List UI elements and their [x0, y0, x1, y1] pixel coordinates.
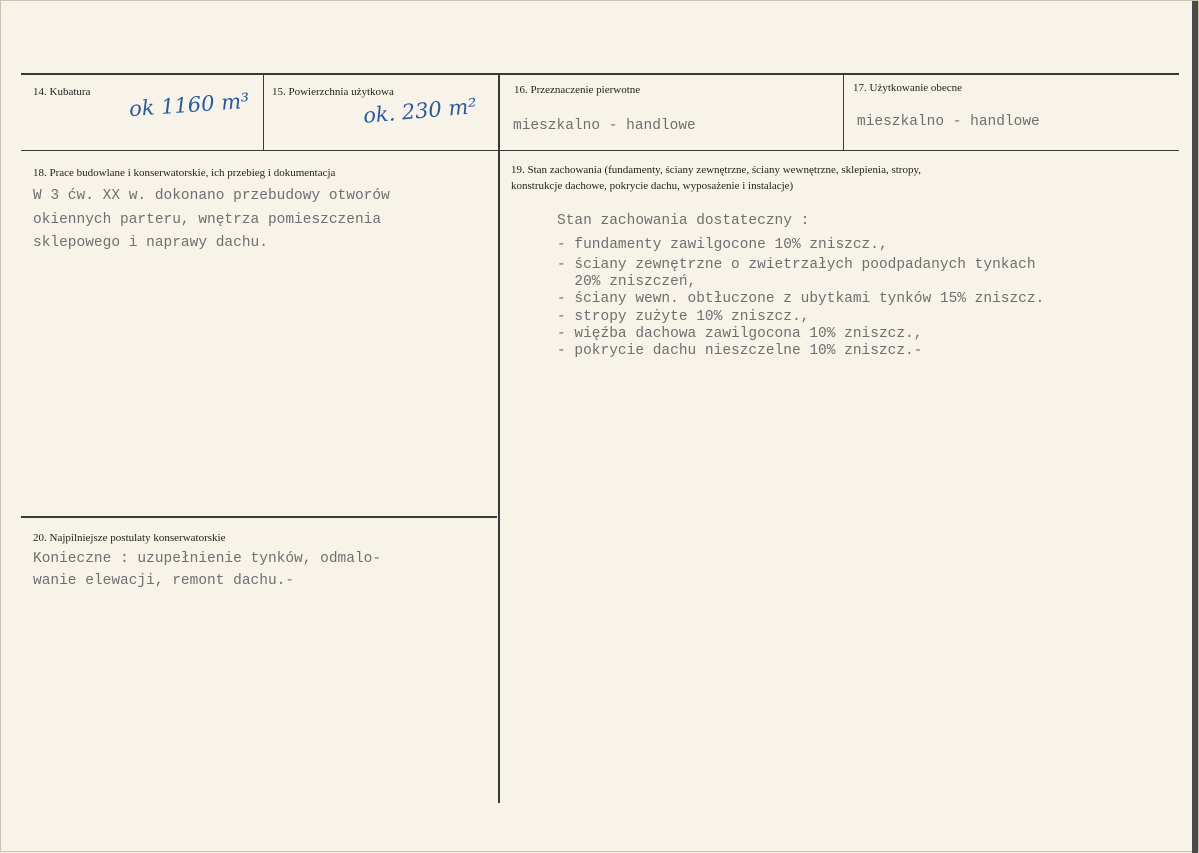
field-19-line-3: - ściany zewnętrzne o zwietrzałych poodpadanych tynkach	[557, 257, 1036, 273]
field-19-line-5: - ściany wewn. obtłuczone z ubytkami tynków 15% zniszcz.	[557, 291, 1045, 307]
field-15-label: 15. Powierzchnia użytkowa	[272, 86, 394, 98]
field-19-line-1: Stan zachowania dostateczny :	[557, 213, 810, 229]
field-19-line-2: - fundamenty zawilgocone 10% zniszcz.,	[557, 237, 888, 253]
field-19-line-4: 20% zniszczeń,	[557, 274, 697, 290]
field-20-line-1: Konieczne : uzupełnienie tynków, odmalo-	[33, 551, 382, 567]
field-15-value: ok. 230 m²	[362, 94, 478, 128]
field-20-label: 20. Najpilniejsze postulaty konserwatorskie	[33, 532, 226, 544]
field-17-value: mieszkalno - handlowe	[857, 114, 1040, 130]
field-14-value: ok 1160 m³	[128, 88, 251, 122]
field-16-value: mieszkalno - handlowe	[513, 118, 696, 134]
field-19-line-7: - więźba dachowa zawilgocona 10% zniszcz.,	[557, 326, 923, 342]
field-19-label-line-2: konstrukcje dachowe, pokrycie dachu, wyposażenie i instalacje)	[511, 180, 794, 192]
field-17-label: 17. Użytkowanie obecne	[853, 82, 963, 94]
field-19-label-line-1: 19. Stan zachowania (fundamenty, ściany zewnętrzne, ściany wewnętrzne, sklepienia, stropy,	[511, 164, 922, 176]
field-16-label: 16. Przeznaczenie pierwotne	[514, 84, 641, 96]
field-18-line-2: okiennych parteru, wnętrza pomieszczenia	[33, 212, 382, 228]
field-19-line-8: - pokrycie dachu nieszczelne 10% zniszcz.-	[557, 343, 923, 359]
scan-edge	[1192, 1, 1198, 853]
top-rule	[21, 73, 1179, 75]
divider-16-17	[843, 75, 844, 151]
row1-bottom-rule	[21, 150, 1179, 151]
field-14-label: 14. Kubatura	[33, 86, 91, 98]
field20-top-rule	[21, 516, 497, 518]
divider-15-16	[498, 75, 500, 803]
field-18-line-3: sklepowego i naprawy dachu.	[33, 235, 268, 251]
field-20-line-2: wanie elewacji, remont dachu.-	[33, 573, 295, 589]
divider-14-15	[263, 75, 264, 151]
field-18-label: 18. Prace budowlane i konserwatorskie, ich przebieg i dokumentacja	[33, 167, 336, 179]
field-19-line-6: - stropy zużyte 10% zniszcz.,	[557, 309, 810, 325]
field-18-line-1: W 3 ćw. XX w. dokonano przebudowy otworów	[33, 188, 390, 204]
